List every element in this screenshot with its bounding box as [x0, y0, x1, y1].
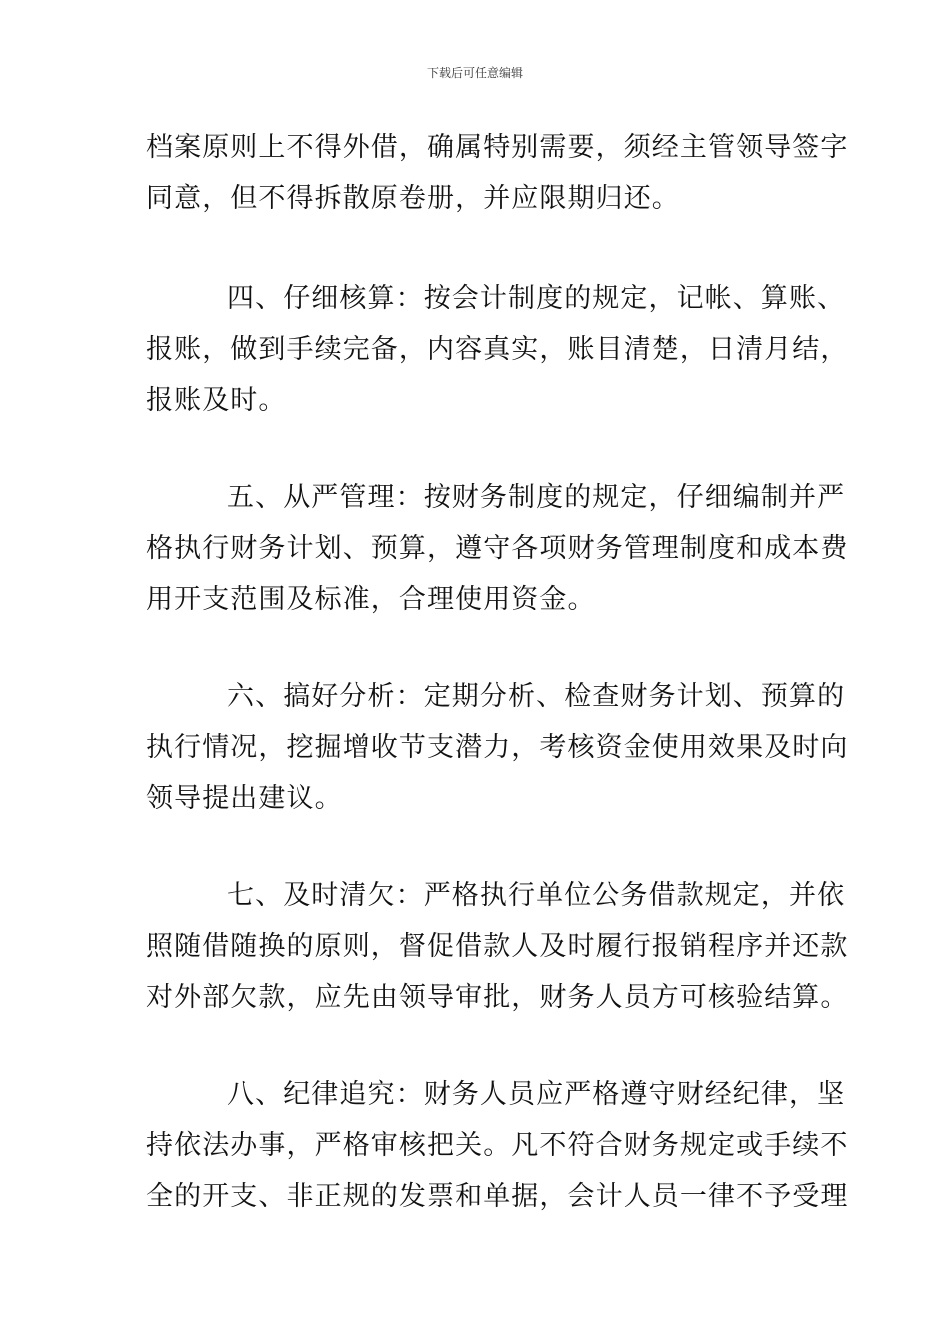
paragraph-line: 同意，但不得拆散原卷册，并应限期归还。: [146, 183, 680, 214]
paragraph-line: 持依法办事，严格审核把关。凡不符合财务规定或手续不: [146, 1130, 849, 1161]
paragraph-first-line: 八、纪律追究：财务人员应严格遵守财经纪律，坚: [227, 1079, 846, 1110]
paragraph-line: 档案原则上不得外借，确属特别需要，须经主管领导签字: [146, 132, 849, 163]
paragraph-line: 执行情况，挖掘增收节支潜力，考核资金使用效果及时向: [146, 732, 849, 763]
paragraph-line: 用开支范围及标准，合理使用资金。: [146, 584, 596, 615]
paragraph-first-line: 五、从严管理：按财务制度的规定，仔细编制并严: [227, 482, 846, 513]
page-header: 下载后可任意编辑: [426, 66, 523, 80]
paragraph-line: 报账，做到手续完备，内容真实，账目清楚，日清月结，: [146, 334, 849, 365]
paragraph-line: 对外部欠款，应先由领导审批，财务人员方可核验结算。: [146, 982, 849, 1013]
paragraph-first-line: 四、仔细核算：按会计制度的规定，记帐、算账、: [227, 283, 846, 314]
paragraph-first-line: 七、及时清欠：严格执行单位公务借款规定，并依: [227, 880, 846, 911]
paragraph-line: 领导提出建议。: [146, 783, 343, 814]
paragraph-line: 报账及时。: [146, 385, 287, 416]
paragraph-first-line: 六、搞好分析：定期分析、检查财务计划、预算的: [227, 681, 846, 712]
paragraph-line: 格执行财务计划、预算，遵守各项财务管理制度和成本费: [146, 533, 849, 564]
paragraph-line: 照随借随换的原则，督促借款人及时履行报销程序并还款: [146, 931, 849, 962]
paragraph-line: 全的开支、非正规的发票和单据，会计人员一律不予受理: [146, 1181, 849, 1212]
